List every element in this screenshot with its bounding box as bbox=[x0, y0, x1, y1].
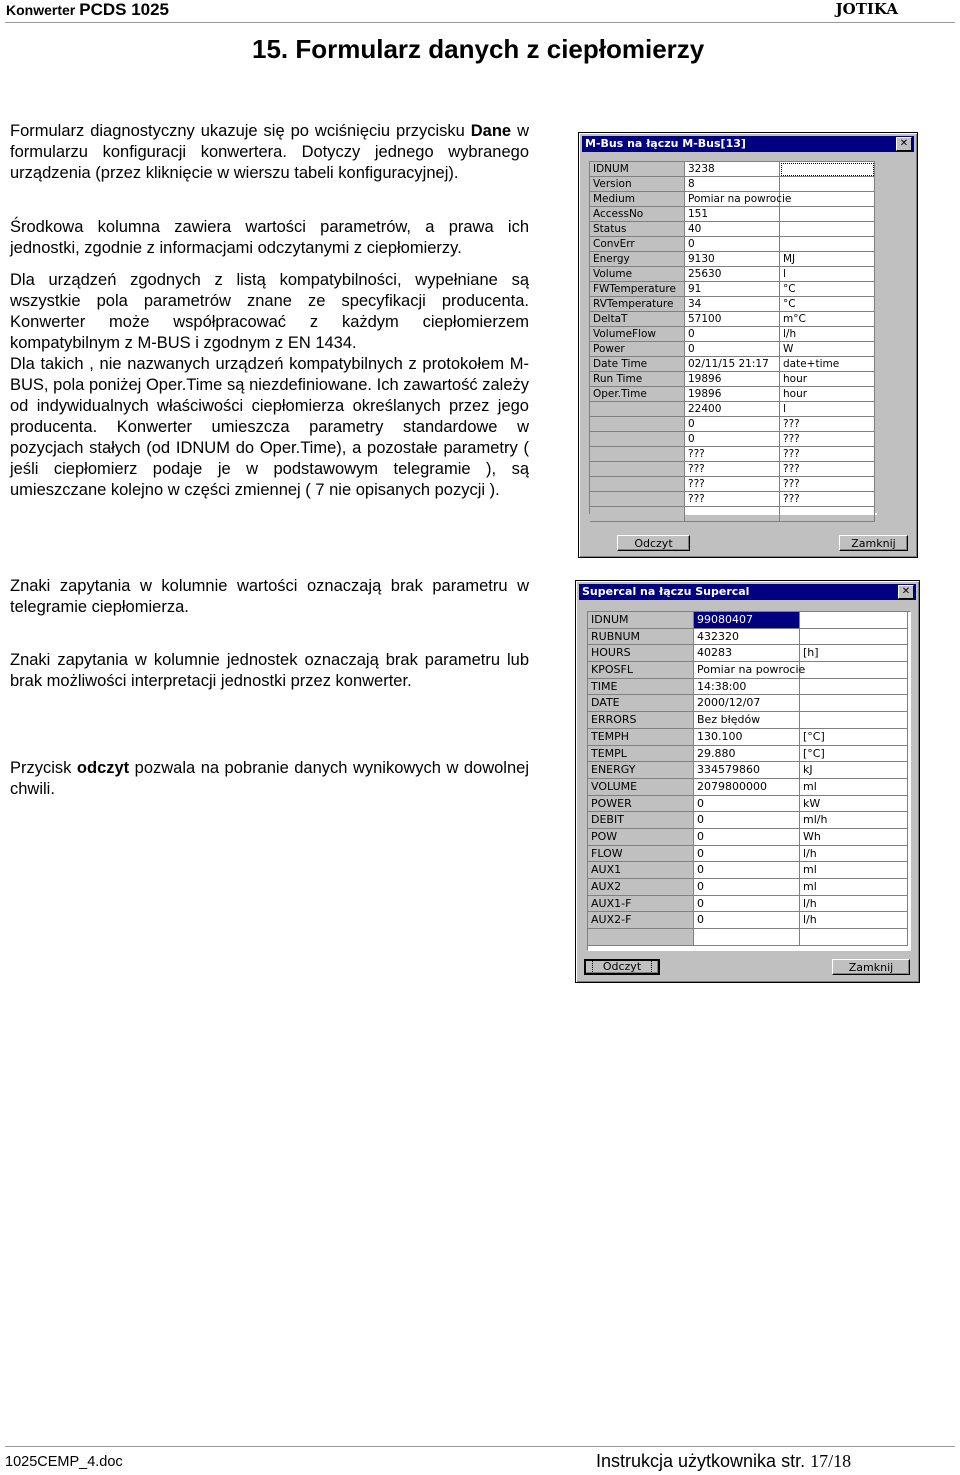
paragraph-read-text: Przycisk bbox=[10, 759, 77, 777]
parameter-unit-cell[interactable]: ??? bbox=[780, 447, 875, 462]
parameter-name-cell: Volume bbox=[590, 267, 685, 282]
parameter-name-cell: AUX2 bbox=[588, 879, 694, 896]
parameter-value-cell[interactable] bbox=[694, 929, 800, 946]
parameter-value-cell[interactable]: 99080407 bbox=[694, 612, 800, 629]
parameter-unit-cell[interactable]: l bbox=[780, 402, 875, 417]
paragraph-intro-bold: Dane bbox=[470, 122, 512, 140]
parameter-name-cell: TIME bbox=[588, 679, 694, 696]
parameter-unit-cell[interactable]: ??? bbox=[780, 492, 875, 507]
parameter-value-cell[interactable]: ??? bbox=[685, 462, 780, 477]
parameter-value-cell[interactable]: 0 bbox=[685, 327, 780, 342]
table-row[interactable] bbox=[588, 912, 910, 929]
read-button[interactable]: Odczyt bbox=[617, 535, 690, 551]
parameter-value-cell[interactable]: 40283 bbox=[694, 645, 800, 662]
parameter-unit-cell[interactable]: kJ bbox=[800, 762, 908, 779]
table-row[interactable] bbox=[588, 729, 910, 746]
table-row[interactable] bbox=[588, 812, 910, 829]
parameter-unit-cell[interactable] bbox=[800, 929, 908, 946]
parameter-unit-cell[interactable]: MJ bbox=[780, 252, 875, 267]
parameter-name-cell bbox=[590, 477, 685, 492]
supercal-window-titlebar bbox=[579, 584, 916, 600]
supercal-window-title: Supercal na łączu Supercal bbox=[582, 585, 750, 598]
parameter-name-cell: RUBNUM bbox=[588, 629, 694, 646]
parameter-value-cell[interactable]: 151 bbox=[685, 207, 780, 222]
table-row[interactable] bbox=[590, 462, 876, 477]
parameter-value-cell[interactable]: 22400 bbox=[685, 402, 780, 417]
footer-document-name: 1025CEMP_4.doc bbox=[5, 1454, 123, 1470]
table-row[interactable] bbox=[588, 879, 910, 896]
parameter-name-cell: Oper.Time bbox=[590, 387, 685, 402]
parameter-value-cell[interactable]: 02/11/15 21:17 bbox=[685, 357, 780, 372]
parameter-name-cell: DATE bbox=[588, 695, 694, 712]
table-row[interactable] bbox=[590, 492, 876, 507]
parameter-value-cell[interactable] bbox=[685, 507, 780, 522]
paragraph-value-question: Znaki zapytania w kolumnie wartości oznaczają brak parametru w telegramie ciepłomierza. bbox=[10, 577, 529, 616]
parameter-value-cell[interactable]: 0 bbox=[694, 879, 800, 896]
parameter-name-cell bbox=[590, 402, 685, 417]
parameter-name-cell bbox=[590, 417, 685, 432]
table-row[interactable] bbox=[588, 862, 910, 879]
table-row[interactable] bbox=[588, 629, 910, 646]
table-row[interactable] bbox=[590, 177, 876, 192]
parameter-name-cell: AccessNo bbox=[590, 207, 685, 222]
parameter-name-cell bbox=[590, 447, 685, 462]
parameter-value-cell[interactable]: ??? bbox=[685, 477, 780, 492]
mbus-grid-scroll-area bbox=[875, 161, 906, 513]
mbus-window-titlebar bbox=[582, 136, 914, 152]
table-row[interactable] bbox=[588, 796, 910, 813]
table-row[interactable] bbox=[588, 896, 910, 913]
supercal-data-grid bbox=[587, 611, 911, 951]
parameter-name-cell bbox=[588, 929, 694, 946]
parameter-value-cell[interactable]: 34 bbox=[685, 297, 780, 312]
parameter-value-cell[interactable]: 8 bbox=[685, 177, 780, 192]
parameter-unit-cell[interactable]: Wh bbox=[800, 829, 908, 846]
parameter-name-cell: ERRORS bbox=[588, 712, 694, 729]
close-button[interactable]: Zamknij bbox=[832, 959, 910, 975]
header-brand: JOTIKA bbox=[835, 0, 898, 18]
parameter-unit-cell[interactable]: °C bbox=[780, 297, 875, 312]
table-row[interactable] bbox=[590, 297, 876, 312]
parameter-value-cell[interactable]: 3238 bbox=[685, 162, 780, 177]
parameter-name-cell: AUX1 bbox=[588, 862, 694, 879]
parameter-value-cell[interactable]: 0 bbox=[685, 417, 780, 432]
parameter-name-cell: AUX2-F bbox=[588, 912, 694, 929]
parameter-value-cell[interactable]: 0 bbox=[694, 912, 800, 929]
parameter-value-cell[interactable]: Pomiar na powrocie bbox=[685, 192, 780, 207]
table-row[interactable] bbox=[588, 679, 910, 696]
parameter-name-cell: Date Time bbox=[590, 357, 685, 372]
paragraph-read-text-end: pozwala na pobranie danych wynikowych w dowolnej chwili. bbox=[10, 759, 529, 798]
parameter-unit-cell[interactable] bbox=[780, 222, 875, 237]
parameter-name-cell: VOLUME bbox=[588, 779, 694, 796]
table-row[interactable] bbox=[588, 779, 910, 796]
parameter-unit-cell[interactable] bbox=[780, 177, 875, 192]
parameter-name-cell: TEMPL bbox=[588, 746, 694, 763]
parameter-value-cell[interactable]: 0 bbox=[694, 796, 800, 813]
parameter-unit-cell[interactable]: ??? bbox=[780, 417, 875, 432]
table-row[interactable] bbox=[590, 207, 876, 222]
parameter-name-cell: VolumeFlow bbox=[590, 327, 685, 342]
table-row[interactable] bbox=[588, 712, 910, 729]
header-divider bbox=[5, 22, 955, 23]
read-button[interactable] bbox=[584, 959, 660, 975]
table-row[interactable] bbox=[588, 829, 910, 846]
table-row[interactable] bbox=[590, 372, 876, 387]
supercal-window bbox=[575, 580, 920, 983]
parameter-unit-cell[interactable]: l/h bbox=[800, 896, 908, 913]
parameter-unit-cell[interactable] bbox=[800, 712, 908, 729]
close-icon[interactable]: ✕ bbox=[898, 585, 914, 599]
paragraph-intro bbox=[10, 121, 529, 184]
paragraph-compatibility: Dla urządzeń zgodnych z listą kompatybilności, wypełniane są wszystkie pola parametrów znane ze specyfikacji producenta. Konwerter może współpracować z każdym ciepłomierzem kompatybilnym z M-BUS i zgodnym z EN 1434. bbox=[10, 271, 529, 352]
mbus-window-title: M-Bus na łączu M-Bus[13] bbox=[585, 137, 746, 150]
parameter-unit-cell[interactable] bbox=[780, 507, 875, 522]
table-row[interactable] bbox=[590, 192, 876, 207]
table-row[interactable] bbox=[590, 402, 876, 417]
parameter-value-cell[interactable]: 0 bbox=[694, 896, 800, 913]
parameter-unit-cell[interactable]: [h] bbox=[800, 645, 908, 662]
parameter-unit-cell[interactable]: [°C] bbox=[800, 746, 908, 763]
parameter-name-cell: POW bbox=[588, 829, 694, 846]
table-row[interactable] bbox=[588, 762, 910, 779]
parameter-name-cell: RVTemperature bbox=[590, 297, 685, 312]
page-title: 15. Formularz danych z ciepłomierzy bbox=[252, 34, 705, 64]
parameter-name-cell: IDNUM bbox=[588, 612, 694, 629]
mbus-data-grid bbox=[589, 161, 877, 515]
parameter-unit-cell[interactable]: date+time bbox=[780, 357, 875, 372]
table-row[interactable] bbox=[590, 162, 876, 177]
table-row[interactable] bbox=[590, 357, 876, 372]
parameter-unit-cell[interactable]: m°C bbox=[780, 312, 875, 327]
parameter-unit-cell[interactable]: ml bbox=[800, 779, 908, 796]
parameter-unit-cell[interactable] bbox=[780, 237, 875, 252]
parameter-value-cell[interactable]: 2079800000 bbox=[694, 779, 800, 796]
parameter-value-cell[interactable]: 0 bbox=[694, 862, 800, 879]
parameter-value-cell[interactable]: 0 bbox=[694, 829, 800, 846]
table-row[interactable] bbox=[590, 342, 876, 357]
paragraph-columns: Środkowa kolumna zawiera wartości parametrów, a prawa ich jednostki, zgodnie z informacjami odczytanymi z ciepłomierzy. bbox=[10, 218, 529, 257]
parameter-unit-cell[interactable]: ml bbox=[800, 879, 908, 896]
header-product: PCDS 1025 bbox=[79, 0, 170, 19]
parameter-name-cell: ENERGY bbox=[588, 762, 694, 779]
parameter-unit-cell[interactable]: l bbox=[780, 267, 875, 282]
parameter-unit-cell[interactable]: °C bbox=[780, 282, 875, 297]
read-button-label: Odczyt bbox=[593, 960, 651, 973]
parameter-unit-cell[interactable]: ml bbox=[800, 862, 908, 879]
parameter-value-cell[interactable]: 0 bbox=[685, 237, 780, 252]
parameter-unit-cell[interactable]: [°C] bbox=[800, 729, 908, 746]
parameter-unit-cell[interactable] bbox=[800, 695, 908, 712]
parameter-name-cell: KPOSFL bbox=[588, 662, 694, 679]
parameter-value-cell[interactable]: 19896 bbox=[685, 372, 780, 387]
parameter-name-cell bbox=[590, 432, 685, 447]
parameter-value-cell[interactable]: 0 bbox=[694, 846, 800, 863]
table-row[interactable] bbox=[588, 695, 910, 712]
table-row[interactable] bbox=[590, 327, 876, 342]
parameter-value-cell[interactable]: ??? bbox=[685, 447, 780, 462]
paragraph-unit-question: Znaki zapytania w kolumnie jednostek oznaczają brak parametru lub brak możliwości interpretacji jednostki przez konwerter. bbox=[10, 651, 529, 690]
parameter-name-cell: Medium bbox=[590, 192, 685, 207]
parameter-unit-cell[interactable] bbox=[800, 662, 908, 679]
table-row[interactable] bbox=[590, 252, 876, 267]
parameter-unit-cell[interactable] bbox=[780, 207, 875, 222]
parameter-value-cell[interactable]: 57100 bbox=[685, 312, 780, 327]
table-row[interactable] bbox=[588, 846, 910, 863]
close-icon[interactable]: ✕ bbox=[896, 137, 912, 151]
parameter-value-cell[interactable]: 25630 bbox=[685, 267, 780, 282]
table-row[interactable] bbox=[590, 417, 876, 432]
parameter-value-cell[interactable]: 29.880 bbox=[694, 746, 800, 763]
paragraph-intro-text-end: w formularzu konfiguracji konwertera. Dotyczy jednego wybranego urządzenia (przez kliknięcie w wierszu tabeli konfiguracyjnej). bbox=[10, 122, 529, 182]
table-row[interactable] bbox=[590, 282, 876, 297]
table-row[interactable] bbox=[590, 432, 876, 447]
parameter-name-cell: Run Time bbox=[590, 372, 685, 387]
parameter-unit-cell[interactable]: W bbox=[780, 342, 875, 357]
parameter-unit-cell[interactable] bbox=[800, 679, 908, 696]
table-row[interactable] bbox=[590, 222, 876, 237]
parameter-name-cell: DEBIT bbox=[588, 812, 694, 829]
parameter-name-cell: Status bbox=[590, 222, 685, 237]
table-row[interactable] bbox=[590, 312, 876, 327]
paragraph-intro-text: Formularz diagnostyczny ukazuje się po wciśnięciu przycisku bbox=[10, 122, 471, 140]
header-left bbox=[6, 0, 169, 20]
mbus-window bbox=[578, 132, 918, 558]
close-button[interactable]: Zamknij bbox=[839, 535, 908, 551]
parameter-unit-cell[interactable]: ??? bbox=[780, 462, 875, 477]
parameter-value-cell[interactable]: 9130 bbox=[685, 252, 780, 267]
parameter-name-cell: POWER bbox=[588, 796, 694, 813]
table-row[interactable] bbox=[588, 746, 910, 763]
parameter-value-cell[interactable]: Bez błędów bbox=[694, 712, 800, 729]
parameter-value-cell[interactable]: 0 bbox=[694, 812, 800, 829]
parameter-unit-cell[interactable] bbox=[800, 612, 908, 629]
paragraph-undefined: Dla takich , nie nazwanych urządzeń kompatybilnych z protokołem M-BUS, pola poniżej Oper.Time są niezdefiniowane. Ich zawartość zależy od indywidualnych właściwości ciepłomierza określanych przez jego producenta. Konwerter umieszcza parametry standardowe w pozycjach stałych (od IDNUM do Oper.Time), a pozostałe parametry ( jeśli ciepłomierz podaje je w podstawowym telegramie ), są umieszczane kolejno w części zmiennej ( 7 nie opisanych pozycji ). bbox=[10, 355, 529, 499]
parameter-name-cell bbox=[590, 462, 685, 477]
paragraph-read-button bbox=[10, 758, 529, 800]
parameter-value-cell[interactable]: 40 bbox=[685, 222, 780, 237]
table-row[interactable] bbox=[590, 387, 876, 402]
parameter-name-cell: Power bbox=[590, 342, 685, 357]
parameter-unit-cell[interactable]: ml/h bbox=[800, 812, 908, 829]
parameter-unit-cell[interactable]: l/h bbox=[800, 846, 908, 863]
parameter-unit-cell[interactable]: hour bbox=[780, 387, 875, 402]
paragraph-read-bold: odczyt bbox=[76, 759, 130, 777]
parameter-value-cell[interactable]: 2000/12/07 bbox=[694, 695, 800, 712]
parameter-name-cell: TEMPH bbox=[588, 729, 694, 746]
parameter-name-cell: HOURS bbox=[588, 645, 694, 662]
footer-divider bbox=[5, 1446, 955, 1447]
parameter-unit-cell[interactable] bbox=[780, 162, 875, 177]
table-row[interactable] bbox=[590, 447, 876, 462]
parameter-unit-cell[interactable] bbox=[780, 192, 875, 207]
parameter-value-cell[interactable]: ??? bbox=[685, 492, 780, 507]
header-prefix: Konwerter bbox=[6, 2, 76, 18]
parameter-name-cell bbox=[590, 492, 685, 507]
parameter-value-cell[interactable]: 91 bbox=[685, 282, 780, 297]
parameter-value-cell[interactable]: 0 bbox=[685, 432, 780, 447]
footer-page-number: 17/18 bbox=[810, 1451, 852, 1471]
parameter-name-cell: DeltaT bbox=[590, 312, 685, 327]
table-row[interactable] bbox=[590, 237, 876, 252]
parameter-value-cell[interactable]: 14:38:00 bbox=[694, 679, 800, 696]
parameter-name-cell: AUX1-F bbox=[588, 896, 694, 913]
table-row[interactable] bbox=[588, 612, 910, 629]
footer-manual-label: Instrukcja użytkownika str. bbox=[596, 1451, 806, 1471]
table-row[interactable] bbox=[588, 929, 910, 946]
parameter-value-cell[interactable]: 19896 bbox=[685, 387, 780, 402]
table-row[interactable] bbox=[590, 507, 876, 522]
parameter-name-cell bbox=[590, 507, 685, 522]
table-row[interactable] bbox=[588, 645, 910, 662]
parameter-name-cell: FWTemperature bbox=[590, 282, 685, 297]
parameter-unit-cell[interactable] bbox=[800, 629, 908, 646]
table-row[interactable] bbox=[588, 662, 910, 679]
parameter-value-cell[interactable]: 0 bbox=[685, 342, 780, 357]
parameter-value-cell[interactable]: 334579860 bbox=[694, 762, 800, 779]
parameter-value-cell[interactable]: 130.100 bbox=[694, 729, 800, 746]
footer-page-info bbox=[596, 1451, 851, 1472]
table-row[interactable] bbox=[590, 267, 876, 282]
parameter-value-cell[interactable]: Pomiar na powrocie bbox=[694, 662, 800, 679]
parameter-name-cell: ConvErr bbox=[590, 237, 685, 252]
parameter-unit-cell[interactable]: ??? bbox=[780, 477, 875, 492]
parameter-name-cell: Version bbox=[590, 177, 685, 192]
parameter-unit-cell[interactable]: l/h bbox=[800, 912, 908, 929]
parameter-value-cell[interactable]: 432320 bbox=[694, 629, 800, 646]
parameter-name-cell: FLOW bbox=[588, 846, 694, 863]
parameter-unit-cell[interactable]: hour bbox=[780, 372, 875, 387]
parameter-unit-cell[interactable]: ??? bbox=[780, 432, 875, 447]
parameter-unit-cell[interactable]: l/h bbox=[780, 327, 875, 342]
parameter-name-cell: IDNUM bbox=[590, 162, 685, 177]
parameter-unit-cell[interactable]: kW bbox=[800, 796, 908, 813]
parameter-name-cell: Energy bbox=[590, 252, 685, 267]
table-row[interactable] bbox=[590, 477, 876, 492]
